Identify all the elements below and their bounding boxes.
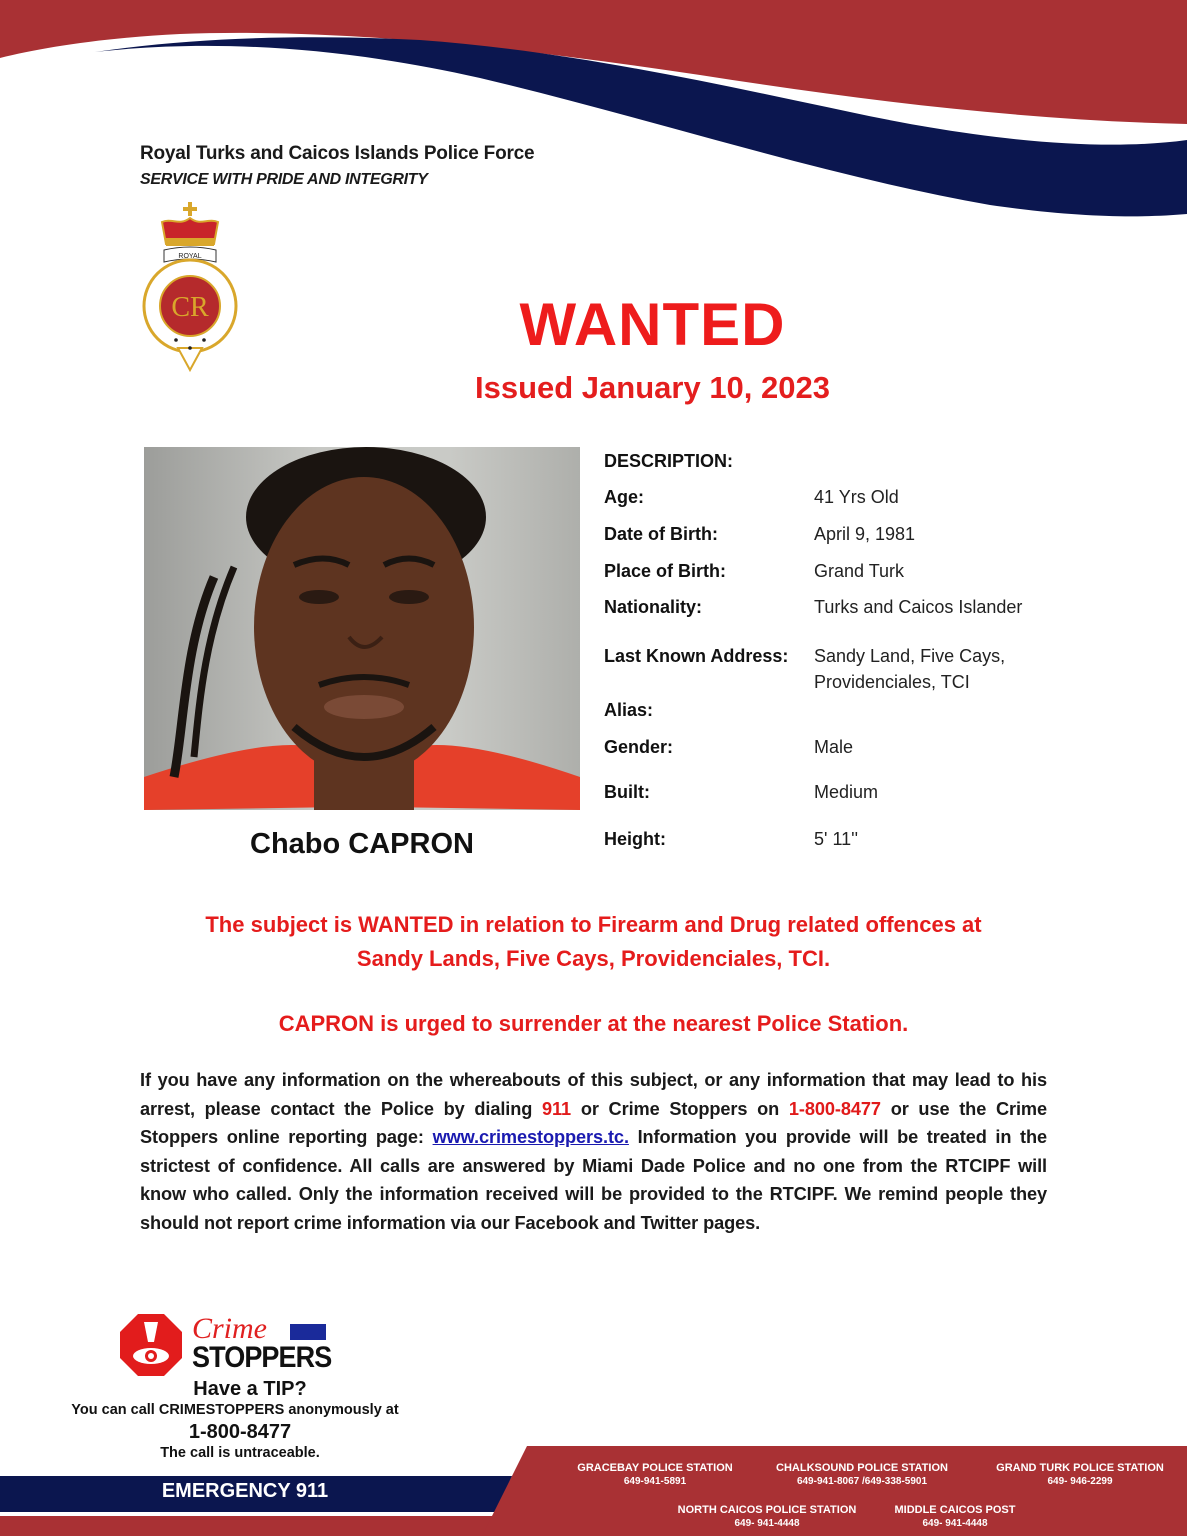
desc-row-place-of-birth: [604, 558, 1064, 584]
description-table: [604, 446, 1064, 849]
desc-value: Turks and Caicos Islander: [814, 597, 1023, 617]
desc-label: Date of Birth:: [604, 524, 718, 544]
desc-label: Height:: [604, 829, 666, 849]
svg-text:CR: CR: [171, 292, 209, 323]
surrender-statement: CAPRON is urged to surrender at the nearest Police Station.: [278, 1011, 909, 1036]
issued-date: Issued January 10, 2023: [474, 370, 830, 405]
desc-row-alias: [604, 697, 1064, 723]
tip-untraceable: The call is untraceable.: [160, 1445, 320, 1461]
emergency-banner: EMERGENCY 911: [161, 1480, 329, 1502]
desc-row-built: [604, 779, 1064, 805]
tip-title: Have a TIP?: [193, 1378, 307, 1400]
tci-flag-icon: [290, 1324, 326, 1340]
police-crest-icon: [138, 200, 242, 376]
desc-value: Grand Turk: [814, 561, 905, 581]
tip-line: You can call CRIMESTOPPERS anonymously at: [71, 1402, 399, 1418]
desc-row-age: [604, 484, 1064, 510]
desc-value: 5' 11'': [814, 829, 859, 849]
station-middle-caicos: MIDDLE CAICOS POST 649- 941-4448: [894, 1504, 1016, 1529]
crimestoppers-word-stoppers: STOPPERS: [192, 1341, 332, 1374]
desc-value: April 9, 1981: [814, 524, 916, 544]
crimestoppers-word-crime: Crime: [192, 1312, 267, 1345]
offence-line-2: Sandy Lands, Five Cays, Providenciales, TCI.: [356, 946, 831, 971]
info-text: Information you provide will be treated in the strictest of confidence. All calls are answered by Miami Dade Police and no one from the RTCIPF will know who called. Only the information received will be provided to the RTCIPF. We remind people they should not report crime information via our Facebook and Twitter pages.: [140, 1127, 1047, 1233]
desc-label: Age:: [604, 487, 644, 507]
info-text: or Crime Stoppers on: [571, 1098, 789, 1119]
emergency-number: 911: [542, 1098, 572, 1119]
header-wave-banner: [0, 0, 1187, 230]
desc-value: Male: [814, 737, 854, 757]
desc-value: 41 Yrs Old: [814, 487, 899, 507]
crimestoppers-link[interactable]: www.crimestoppers.tc.: [432, 1127, 629, 1147]
station-gracebay: GRACEBAY POLICE STATION 649-941-5891: [577, 1462, 733, 1487]
org-header: [140, 143, 534, 189]
desc-row-address: [604, 643, 1064, 695]
subject-name: Chabo CAPRON: [250, 828, 474, 860]
offence-line-1: The subject is WANTED in relation to Firearm and Drug related offences at: [205, 912, 982, 937]
info-text: or use the Crime Stoppers online reporting page:: [140, 1098, 1048, 1147]
address-line-1: Sandy Land, Five Cays,: [814, 646, 1006, 666]
desc-value: [814, 643, 1064, 695]
desc-label: Built:: [604, 782, 650, 802]
station-chalksound: CHALKSOUND POLICE STATION 649-941-8067 /649-338-5901: [776, 1462, 948, 1487]
desc-label: Nationality:: [604, 597, 703, 617]
mugshot-photo: [144, 447, 580, 810]
desc-row-dob: [604, 521, 1064, 547]
station-north-caicos: NORTH CAICOS POLICE STATION 649- 941-4448: [677, 1504, 857, 1529]
desc-label: Alias:: [604, 700, 654, 720]
desc-label: Place of Birth:: [604, 561, 727, 581]
offence-statement: [150, 908, 1037, 976]
desc-row-gender: [604, 734, 1064, 760]
info-text: If you have any information on the whereabouts of this subject, or any information that may lead to his arrest, please contact the Police by dialing: [140, 1070, 1047, 1119]
svg-text:ROYAL: ROYAL: [178, 253, 202, 260]
wanted-title: WANTED: [519, 291, 786, 358]
org-name: Royal Turks and Caicos Islands Police Force: [140, 143, 535, 164]
info-paragraph: [140, 1066, 1047, 1237]
desc-label: Last Known Address:: [604, 646, 789, 666]
address-line-2: Providenciales, TCI: [814, 672, 970, 692]
description-heading: DESCRIPTION:: [604, 451, 734, 471]
desc-value: Medium: [814, 782, 879, 802]
desc-row-height: [604, 826, 1064, 852]
desc-label: Gender:: [604, 737, 674, 757]
tip-phone: 1-800-8477: [188, 1421, 292, 1443]
crimestoppers-number: 1-800-8477: [788, 1098, 881, 1119]
desc-value: [814, 697, 1064, 723]
org-motto: SERVICE WITH PRIDE AND INTEGRITY: [140, 171, 428, 188]
station-grand-turk: GRAND TURK POLICE STATION 649- 946-2299: [996, 1462, 1164, 1487]
desc-row-nationality: [604, 594, 1064, 620]
